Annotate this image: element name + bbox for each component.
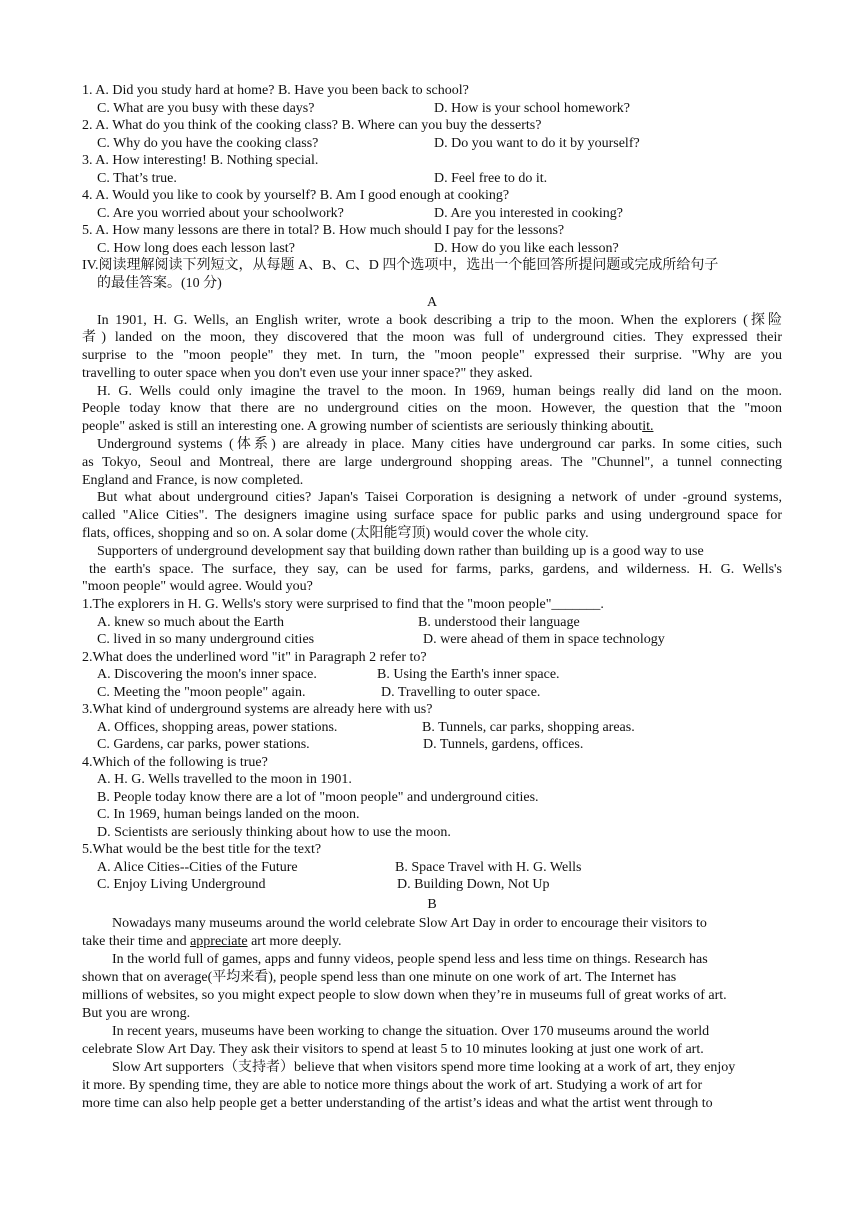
passage-a-line: as Tokyo, Seoul and Montreal, there are large underground shopping areas. The "Chunnel", a tunnel connecting (82, 454, 782, 470)
passage-b-label: B (427, 896, 437, 912)
section-4-heading (82, 257, 782, 292)
passage-b-line: millions of websites, so you might expect people to slow down when they’re in museums full of great works of art. (82, 988, 727, 1004)
item-4-line-ab: 4. A. Would you like to cook by yourself? B. Am I good enough at cooking? (82, 188, 510, 203)
item-1-option-c: C. What are you busy with these days? (97, 100, 315, 116)
item-1-line-cd (82, 100, 782, 118)
question-2-option-b: B. Using the Earth's inner space. (377, 667, 560, 683)
passage-b-line: shown that on average(平均来看), people spend less than one minute on one work of art. The Internet has (82, 970, 677, 986)
question-4-option-d: D. Scientists are seriously thinking about how to use the moon. (97, 824, 451, 840)
question-2-stem: 2.What does the underlined word "it" in Paragraph 2 refer to? (82, 649, 427, 665)
question-5-options-cd (82, 876, 782, 894)
question-3-option-b: B. Tunnels, car parks, shopping areas. (422, 719, 635, 735)
item-2-option-c: C. Why do you have the cooking class? (97, 135, 319, 151)
question-5-stem: 5.What would be the best title for the text? (82, 842, 322, 858)
item-1-option-d: D. How is your school homework? (434, 100, 630, 116)
passage-b-line: But you are wrong. (82, 1006, 191, 1022)
passage-b-line: it more. By spending time, they are able to notice more things about the work of art. Studying a work of art for (82, 1078, 703, 1094)
item-5-line-ab: 5. A. How many lessons are there in total? B. How much should I pay for the lessons? (82, 223, 565, 238)
question-1-option-a: A. knew so much about the Earth (97, 614, 285, 630)
passage-b-line: Slow Art supporters（支持者）believe that when visitors spend more time looking at a work of art, they enjoy (112, 1060, 736, 1076)
passage-a-line: flats, offices, shopping and so on. A solar dome (太阳能穹顶) would cover the whole city. (82, 526, 589, 542)
question-4-option-a: A. H. G. Wells travelled to the moon in 1901. (97, 772, 352, 788)
item-5-option-d: D. How do you like each lesson? (434, 240, 619, 256)
section-4-heading-line2: 的最佳答案。(10 分) (97, 275, 222, 291)
question-2-option-d: D. Travelling to outer space. (381, 684, 541, 700)
item-1-line-ab: 1. A. Did you study hard at home? B. Have you been back to school? (82, 83, 469, 98)
passage-b-line-with-underline (82, 933, 782, 951)
passage-a-line: England and France, is now completed. (82, 472, 304, 488)
passage-b-line: In the world full of games, apps and funny videos, people spend less and less time on things. Research has (112, 952, 708, 968)
question-2-option-c: C. Meeting the "moon people" again. (97, 684, 306, 700)
item-3-line-cd (82, 170, 782, 188)
passage-b-line: Nowadays many museums around the world celebrate Slow Art Day in order to encourage their visitors to (112, 916, 707, 932)
question-1-options-cd (82, 631, 782, 649)
question-1-option-c: C. lived in so many underground cities (97, 632, 315, 648)
item-2-line-cd (82, 135, 782, 153)
passage-b-line: celebrate Slow Art Day. They ask their visitors to spend at least 5 to 10 minutes looking at just one work of art. (82, 1042, 704, 1058)
question-3-option-a: A. Offices, shopping areas, power stations. (97, 719, 338, 735)
passage-a-line: 者) landed on the moon, they discovered that the moon was full of underground cities. They expressed their (82, 330, 782, 346)
item-3-option-c: C. That’s true. (97, 170, 177, 186)
exam-page (82, 82, 782, 1113)
passage-a-line-with-underline (82, 418, 782, 436)
item-3-option-d: D. Feel free to do it. (434, 170, 548, 186)
question-5-option-c: C. Enjoy Living Underground (97, 877, 266, 893)
item-2-option-d: D. Do you want to do it by yourself? (434, 135, 640, 151)
question-5-option-b: B. Space Travel with H. G. Wells (395, 859, 582, 875)
passage-a-line: "moon people" would agree. Would you? (82, 579, 313, 595)
passage-a-label: A (426, 295, 438, 310)
question-4-option-b: B. People today know there are a lot of "moon people" and underground cities. (97, 789, 539, 805)
item-5-option-c: C. How long does each lesson last? (97, 240, 295, 256)
question-2-options-cd (82, 684, 782, 702)
passage-a-line: People today know that there are no underground cities on the moon. However, the question that the "moon (82, 401, 782, 417)
passage-b-text: take their time and (82, 934, 191, 950)
passage-a-questions (82, 596, 782, 894)
passage-a-line: In 1901, H. G. Wells, an English writer, wrote a book describing a trip to the moon. When the explorers (探险 (97, 312, 782, 328)
passage-b (82, 896, 782, 1114)
question-4-option-c: C. In 1969, human beings landed on the moon. (97, 807, 360, 823)
question-1-option-b: B. understood their language (418, 614, 580, 630)
question-2-option-a: A. Discovering the moon's inner space. (97, 667, 317, 683)
underlined-word-it: it. (642, 419, 654, 435)
item-2-line-ab: 2. A. What do you think of the cooking class? B. Where can you buy the desserts? (82, 118, 542, 133)
passage-a-line: Supporters of underground development say that building down rather than building up is a good way to use (97, 543, 704, 559)
item-4-option-d: D. Are you interested in cooking? (434, 205, 623, 221)
passage-a (82, 294, 782, 596)
passage-a-line: surprise to the "moon people" they met. In turn, the "moon people" expressed their surprise. "Why are you (82, 348, 782, 364)
question-4-stem: 4.Which of the following is true? (82, 754, 268, 770)
passage-a-line: called "Alice Cities". The designers imagine using surface space for public parks and using underground space for (82, 508, 782, 524)
passage-a-line: Underground systems (体系) are already in place. Many cities have underground car parks. In some cities, such (97, 437, 782, 453)
question-3-option-d: D. Tunnels, gardens, offices. (423, 737, 584, 753)
question-2-options-ab (82, 666, 782, 684)
passage-b-line: In recent years, museums have been working to change the situation. Over 170 museums around the world (112, 1024, 710, 1040)
item-4-line-cd (82, 205, 782, 223)
item-3-line-ab: 3. A. How interesting! B. Nothing special. (82, 153, 319, 168)
section-4-heading-line1: IV.阅读理解阅读下列短文，从每题 A、B、C、D 四个选项中，选出一个能回答所提问题或完成所给句子 (82, 258, 719, 273)
passage-a-line: travelling to outer space when you don't even use your inner space?" they asked. (82, 365, 533, 381)
passage-b-line: more time can also help people get a better understanding of the artist’s ideas and what the artist went through to (82, 1096, 713, 1112)
question-1-options-ab (82, 614, 782, 632)
section-3-options (82, 82, 782, 257)
question-3-options-cd (82, 736, 782, 754)
question-3-options-ab (82, 719, 782, 737)
passage-a-line: the earth's space. The surface, they say, can be used for farms, parks, gardens, and wilderness. H. G. Wells's (89, 561, 782, 577)
question-3-option-c: C. Gardens, car parks, power stations. (97, 737, 310, 753)
question-5-option-a: A. Alice Cities--Cities of the Future (97, 859, 298, 875)
passage-a-line: H. G. Wells could only imagine the travel to the moon. In 1969, human beings really did land on the moon. (97, 383, 782, 399)
underlined-word-appreciate: appreciate (190, 934, 248, 950)
question-5-option-d: D. Building Down, Not Up (397, 877, 550, 893)
passage-a-line: But what about underground cities? Japan's Taisei Corporation is designing a network of under -ground systems, (97, 490, 782, 506)
passage-b-text: art more deeply. (247, 934, 342, 950)
item-5-line-cd (82, 240, 782, 258)
question-5-options-ab (82, 859, 782, 877)
question-1-stem: 1.The explorers in H. G. Wells's story were surprised to find that the "moon people"_______. (82, 597, 604, 613)
question-3-stem: 3.What kind of underground systems are already here with us? (82, 702, 433, 718)
question-1-option-d: D. were ahead of them in space technology (423, 632, 665, 648)
passage-a-line-text: people" asked is still an interesting one. A growing number of scientists are seriously thinking about (82, 419, 643, 435)
item-4-option-c: C. Are you worried about your schoolwork? (97, 205, 344, 221)
